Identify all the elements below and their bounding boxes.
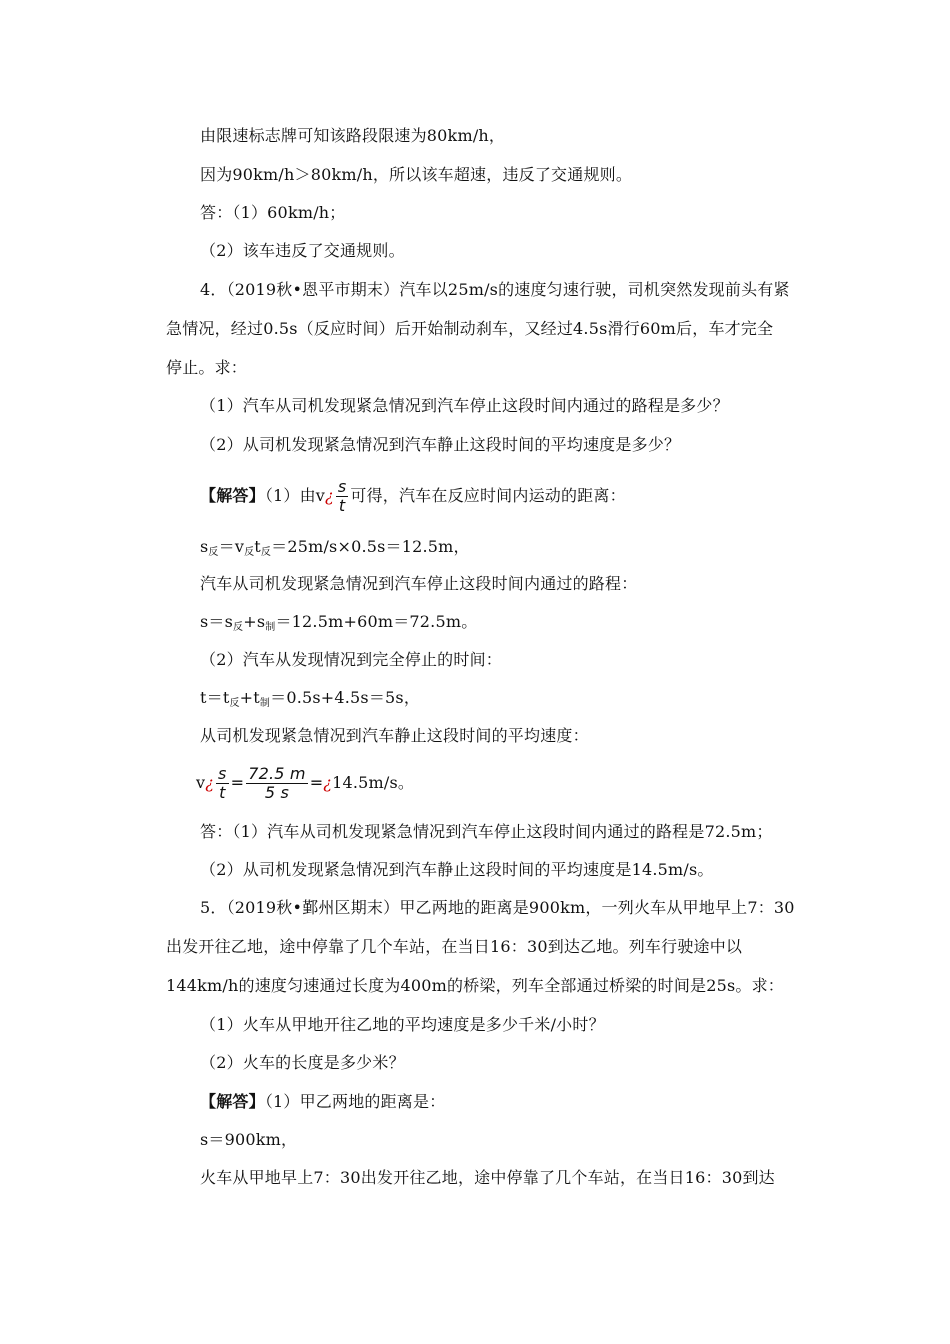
answer-line: 答：（1）60km/h； — [200, 203, 346, 222]
question-5-subquestion: （2）火车的长度是多少米？ — [200, 1053, 405, 1072]
text-line: 因为90km/h＞80km/h，所以该车超速，违反了交通规则。 — [200, 165, 633, 184]
equation-line: t＝t反+t制＝0.5s+4.5s＝5s， — [200, 688, 421, 709]
question-5-line: 出发开往乙地，途中停靠了几个车站，在当日16：30到达乙地。列车行驶途中以 — [166, 937, 743, 956]
answer-line: （2）从司机发现紧急情况到汽车静止这段时间的平均速度是14.5m/s。 — [200, 860, 714, 879]
solution-4-intro: 【解答】（1）由v¿ $\frac{s}{t}$ 可得，汽车在反应时间内运动的距离： — [200, 477, 626, 515]
average-speed-equation: v¿ $\frac{s}{t}$ = $\frac{72.5 m}{5 s}$ =¿14.5m/s。 — [196, 764, 415, 802]
solution-label: 【解答】 — [200, 1092, 265, 1111]
answer-line: （2）该车违反了交通规则。 — [200, 241, 405, 260]
question-4-line: 急情况，经过0.5s（反应时间）后开始制动刹车，又经过4.5s滑行60m后，车才完全 — [166, 319, 774, 338]
equation-line: s＝s反+s制＝12.5m+60m＝72.5m。 — [200, 612, 478, 633]
equation-line: s＝900km， — [200, 1130, 298, 1149]
question-5-line: 5．（2019秋•鄞州区期末）甲乙两地的距离是900km，一列火车从甲地早上7：30 — [200, 898, 795, 917]
question-4-subquestion: （2）从司机发现紧急情况到汽车静止这段时间的平均速度是多少？ — [200, 435, 681, 454]
fraction-s-over-t: $\frac{s}{t}$ — [337, 477, 347, 515]
text-line: （2）汽车从发现情况到完全停止的时间： — [200, 650, 502, 669]
question-5-line: 144km/h的速度匀速通过长度为400m的桥梁，列车全部通过桥梁的时间是25s。求： — [166, 976, 784, 995]
question-4-line: 停止。求： — [166, 358, 248, 377]
solution-label: 【解答】 — [200, 486, 265, 505]
question-5-subquestion: （1）火车从甲地开往乙地的平均速度是多少千米/小时？ — [200, 1015, 605, 1034]
question-4-subquestion: （1）汽车从司机发现紧急情况到汽车停止这段时间内通过的路程是多少？ — [200, 396, 729, 415]
equation-line: s反＝v反t反＝25m/s×0.5s＝12.5m， — [200, 537, 470, 558]
garbled-char: ¿ — [325, 486, 334, 505]
answer-line: 答：（1）汽车从司机发现紧急情况到汽车停止这段时间内通过的路程是72.5m； — [200, 822, 773, 841]
text-line: 汽车从司机发现紧急情况到汽车停止这段时间内通过的路程： — [200, 574, 638, 593]
question-4-line: 4．（2019秋•恩平市期末）汽车以25m/s的速度匀速行驶，司机突然发现前头有紧 — [200, 280, 790, 299]
text-line: 由限速标志牌可知该路段限速为80km/h， — [200, 126, 506, 145]
solution-5-intro: 【解答】（1）甲乙两地的距离是： — [200, 1092, 446, 1111]
text-line: 火车从甲地早上7：30出发开往乙地，途中停靠了几个车站，在当日16：30到达 — [200, 1168, 775, 1187]
text-line: 从司机发现紧急情况到汽车静止这段时间的平均速度： — [200, 726, 589, 745]
